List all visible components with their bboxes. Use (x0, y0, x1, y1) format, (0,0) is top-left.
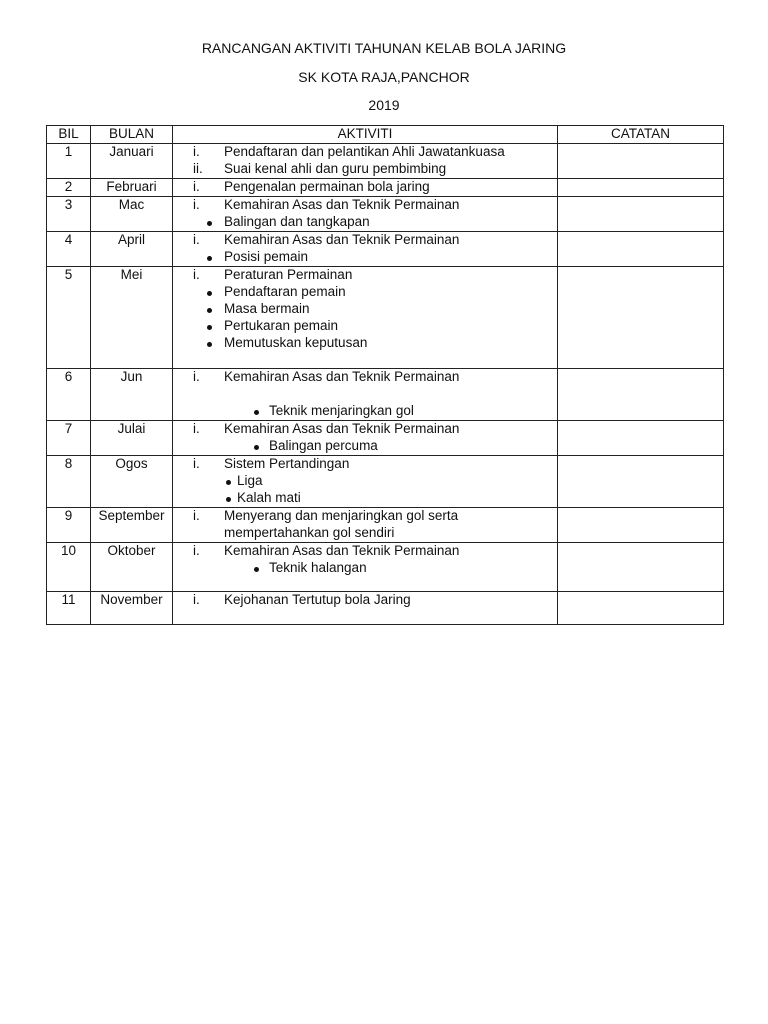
list-number: i. (193, 455, 200, 471)
activity-line (173, 369, 557, 386)
bullet-dot-icon (254, 445, 259, 450)
activity-line (173, 284, 557, 301)
school-name: SK KOTA RAJA,PANCHOR (298, 69, 470, 85)
cell-bulan: Julai (91, 420, 173, 455)
cell-aktiviti (173, 178, 558, 196)
cell-aktiviti (173, 143, 558, 178)
activity-line (173, 232, 557, 249)
cell-aktiviti (173, 231, 558, 266)
activity-line (173, 438, 557, 455)
cell-catatan (558, 420, 724, 455)
table-row (47, 368, 724, 420)
activity-text: mempertahankan gol sendiri (224, 524, 395, 540)
table-row (47, 455, 724, 507)
table-row (47, 507, 724, 542)
activity-line (173, 508, 557, 525)
cell-catatan (558, 591, 724, 624)
cell-bulan: Jun (91, 368, 173, 420)
cell-aktiviti (173, 591, 558, 624)
activity-text: Kemahiran Asas dan Teknik Permainan (224, 231, 460, 247)
bullet-icon (173, 403, 269, 420)
cell-catatan (558, 542, 724, 591)
activity-text: Teknik halangan (269, 559, 367, 575)
list-number: i. (193, 368, 200, 384)
activity-table (46, 125, 724, 625)
table-header-row (47, 126, 724, 144)
cell-catatan (558, 231, 724, 266)
cell-aktiviti (173, 266, 558, 368)
list-number: i. (193, 143, 200, 159)
cell-bulan: September (91, 507, 173, 542)
activity-text: Peraturan Permainan (224, 266, 353, 282)
bullet-icon (173, 438, 269, 455)
activity-line (173, 144, 557, 161)
activity-line (173, 335, 557, 352)
table-row (47, 196, 724, 231)
cell-bil: 4 (47, 231, 91, 266)
activity-line (173, 560, 557, 577)
bullet-icon (173, 335, 224, 352)
activity-line (173, 490, 557, 507)
bullet-icon (173, 560, 269, 577)
cell-bulan: Ogos (91, 455, 173, 507)
cell-bulan: Mac (91, 196, 173, 231)
cell-bil: 5 (47, 266, 91, 368)
cell-catatan (558, 196, 724, 231)
activity-line (173, 421, 557, 438)
activity-line (173, 249, 557, 266)
cell-aktiviti (173, 507, 558, 542)
activity-line (173, 267, 557, 284)
bullet-dot-icon (254, 410, 259, 415)
bullet-dot-icon (207, 342, 212, 347)
cell-bil: 3 (47, 196, 91, 231)
cell-bulan: Januari (91, 143, 173, 178)
activity-text: Masa bermain (224, 300, 310, 316)
table-row (47, 178, 724, 196)
activity-text: Kalah mati (237, 489, 301, 505)
activity-text: Sistem Pertandingan (224, 455, 350, 471)
activity-line (173, 214, 557, 231)
cell-bil: 11 (47, 591, 91, 624)
cell-bulan: Oktober (91, 542, 173, 591)
column-header-aktiviti: AKTIVITI (173, 126, 558, 144)
list-number: ii. (193, 160, 203, 176)
cell-bulan: November (91, 591, 173, 624)
activity-line (173, 318, 557, 335)
activity-text: Posisi pemain (224, 248, 309, 264)
activity-line (173, 403, 557, 420)
activity-text: Balingan dan tangkapan (224, 213, 370, 229)
cell-bulan: April (91, 231, 173, 266)
bullet-dot-icon (207, 308, 212, 313)
cell-catatan (558, 455, 724, 507)
activity-text: Liga (237, 472, 263, 488)
cell-catatan (558, 507, 724, 542)
cell-bil: 1 (47, 143, 91, 178)
activity-text: Menyerang dan menjaringkan gol serta (224, 507, 459, 523)
table-row (47, 542, 724, 591)
bullet-dot-icon (207, 256, 212, 261)
cell-bulan: Mei (91, 266, 173, 368)
bullet-icon (173, 318, 224, 335)
bullet-icon (173, 301, 224, 318)
activity-text: Pengenalan permainan bola jaring (224, 178, 430, 194)
column-header-bil: BIL (47, 126, 91, 144)
list-number: i. (193, 266, 200, 282)
list-number: i. (193, 231, 200, 247)
activity-text: Memutuskan keputusan (224, 334, 368, 350)
cell-bil: 7 (47, 420, 91, 455)
cell-bil: 9 (47, 507, 91, 542)
cell-aktiviti (173, 196, 558, 231)
bullet-dot-icon (207, 291, 212, 296)
cell-aktiviti (173, 420, 558, 455)
bullet-dot-icon (254, 567, 259, 572)
list-number: i. (193, 178, 200, 194)
activity-line (173, 301, 557, 318)
bullet-icon (173, 214, 224, 231)
activity-line (173, 543, 557, 560)
table-body (47, 143, 724, 624)
bullet-dot-icon (226, 497, 231, 502)
activity-text: Pertukaran pemain (224, 317, 339, 333)
activity-line (173, 197, 557, 214)
activity-text: Kemahiran Asas dan Teknik Permainan (224, 196, 460, 212)
table-row (47, 266, 724, 368)
activity-line (173, 179, 557, 196)
list-number: i. (193, 196, 200, 212)
activity-line (173, 386, 557, 403)
table-row (47, 143, 724, 178)
bullet-icon (173, 490, 237, 507)
list-number: i. (193, 542, 200, 558)
column-header-catatan: CATATAN (558, 126, 724, 144)
table-row (47, 591, 724, 624)
cell-catatan (558, 368, 724, 420)
activity-text: Suai kenal ahli dan guru pembimbing (224, 160, 447, 176)
bullet-dot-icon (207, 325, 212, 330)
activity-line (173, 473, 557, 490)
document-title: RANCANGAN AKTIVITI TAHUNAN KELAB BOLA JARING (201, 40, 567, 56)
cell-aktiviti (173, 455, 558, 507)
bullet-icon (173, 249, 224, 266)
cell-aktiviti (173, 368, 558, 420)
column-header-bulan: BULAN (91, 126, 173, 144)
list-number: i. (193, 507, 200, 523)
table-row (47, 231, 724, 266)
cell-bil: 10 (47, 542, 91, 591)
activity-line (173, 525, 557, 542)
activity-text: Teknik menjaringkan gol (269, 402, 414, 418)
cell-bulan: Februari (91, 178, 173, 196)
activity-line (173, 592, 557, 609)
table-row (47, 420, 724, 455)
cell-catatan (558, 178, 724, 196)
cell-aktiviti (173, 542, 558, 591)
bullet-dot-icon (226, 480, 231, 485)
list-number: i. (193, 420, 200, 436)
bullet-icon (173, 284, 224, 301)
activity-text: Balingan percuma (269, 437, 378, 453)
activity-line (173, 161, 557, 178)
activity-text: Kemahiran Asas dan Teknik Permainan (224, 368, 460, 384)
cell-bil: 6 (47, 368, 91, 420)
cell-bil: 8 (47, 455, 91, 507)
cell-bil: 2 (47, 178, 91, 196)
activity-text: Kemahiran Asas dan Teknik Permainan (224, 420, 460, 436)
bullet-icon (173, 473, 237, 490)
activity-text: Kemahiran Asas dan Teknik Permainan (224, 542, 460, 558)
activity-text: Pendaftaran pemain (224, 283, 346, 299)
cell-catatan (558, 266, 724, 368)
cell-catatan (558, 143, 724, 178)
list-number: i. (193, 591, 200, 607)
document-year: 2019 (368, 97, 400, 113)
activity-text: Kejohanan Tertutup bola Jaring (224, 591, 411, 607)
activity-line (173, 456, 557, 473)
activity-text: Pendaftaran dan pelantikan Ahli Jawatankuasa (224, 143, 505, 159)
bullet-dot-icon (207, 221, 212, 226)
